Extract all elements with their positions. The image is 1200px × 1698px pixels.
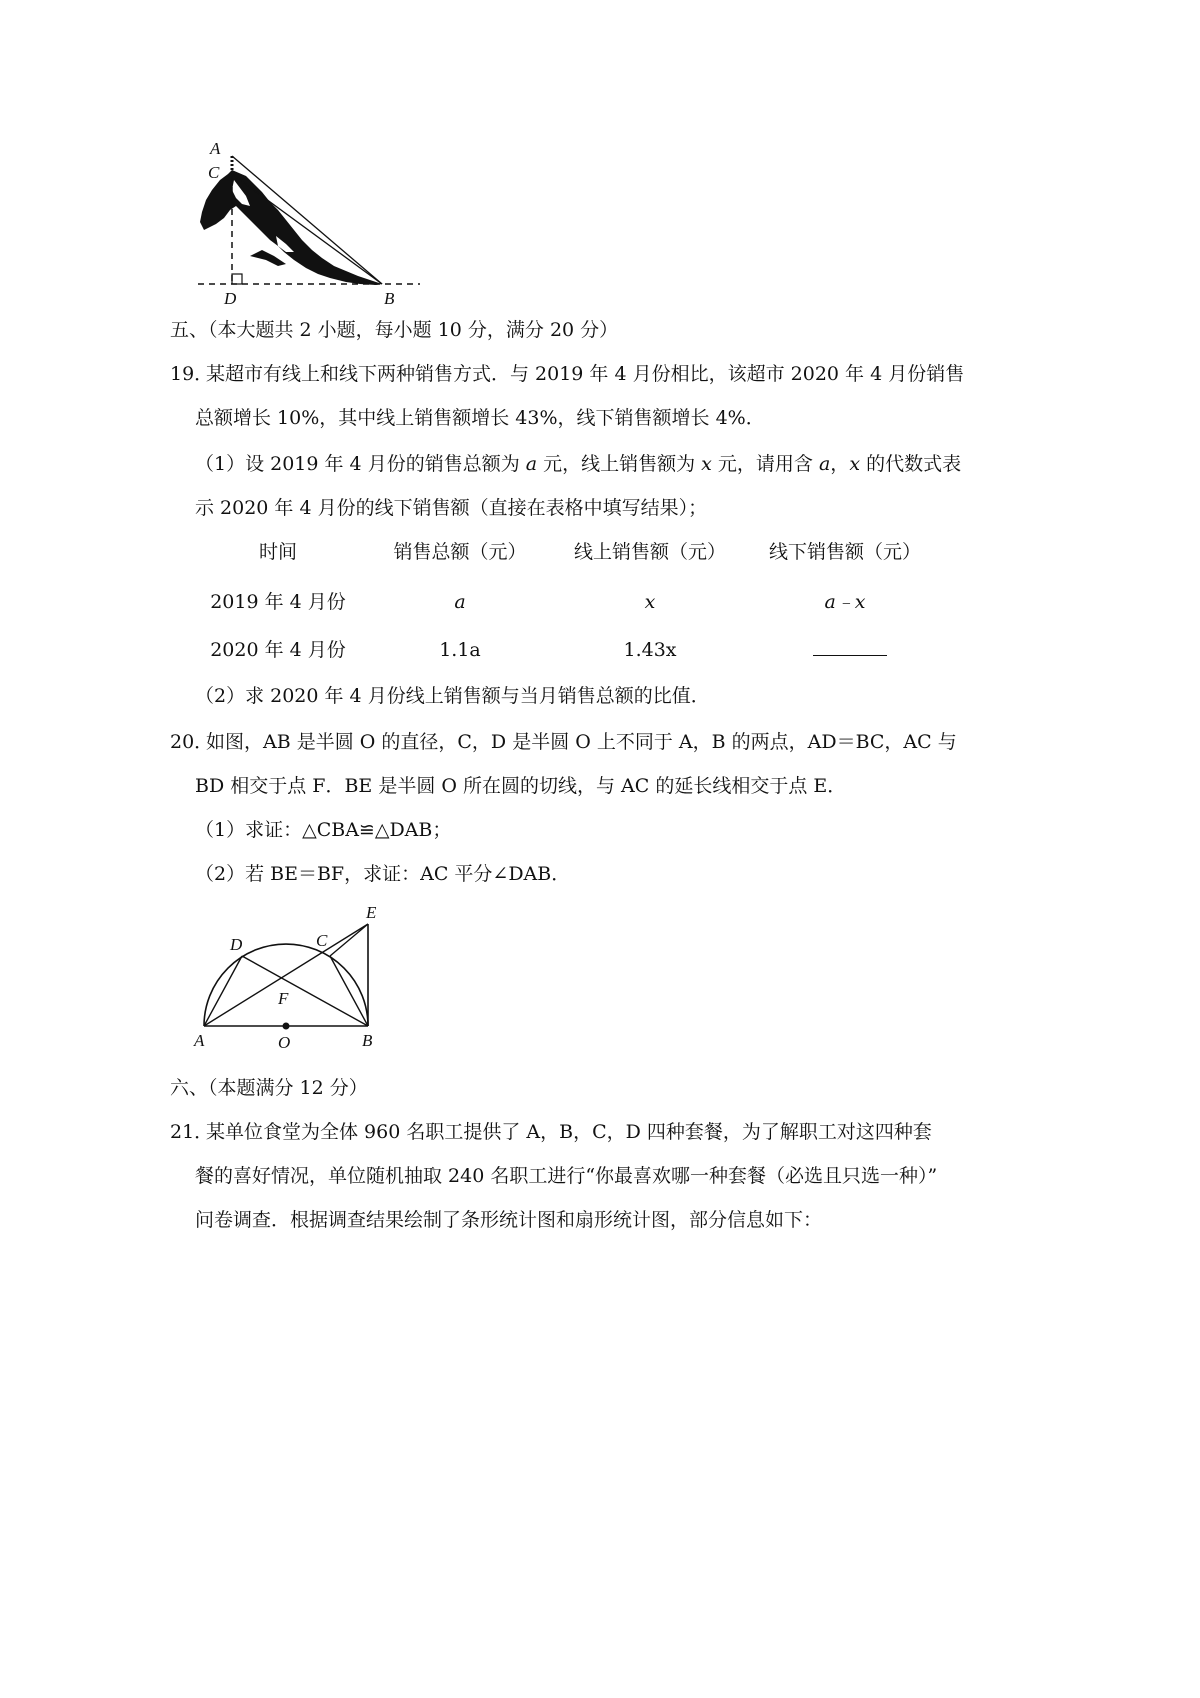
q19-part1-line2: 示 2020 年 4 月份的线下销售额（直接在表格中填写结果）； <box>195 497 708 519</box>
q21-line1: 某单位食堂为全体 960 名职工提供了 A，B，C，D 四种套餐，为了解职工对这四种套 <box>206 1121 932 1143</box>
q20-number: 20． <box>170 731 214 753</box>
table-row2-offline-blank[interactable] <box>800 638 900 662</box>
q19-var-a2: a <box>818 453 831 475</box>
mountain-figure <box>190 140 440 310</box>
label-D: D <box>224 289 237 308</box>
answer-blank[interactable] <box>813 641 887 656</box>
table-header-offline: 线下销售额（元） <box>768 541 921 563</box>
label-B: B <box>384 289 395 308</box>
q19-part2: （2）求 2020 年 4 月份线上销售额与当月销售总额的比值． <box>195 685 710 707</box>
segment-ad <box>204 956 242 1026</box>
q19-line2: 总额增长 10%，其中线上销售额增长 43%，线下销售额增长 4%． <box>195 407 765 429</box>
table-row2-time: 2020 年 4 月份 <box>210 639 346 661</box>
label-C2: C <box>316 931 328 950</box>
q19-part1-sep: ， <box>830 453 850 475</box>
label-C: C <box>208 163 220 182</box>
table-header-total: 销售总额（元） <box>393 541 527 563</box>
label-D2: D <box>230 935 243 954</box>
q19-var-x: x <box>701 453 712 475</box>
q20-part1: （1）求证：△CBA≌△DAB； <box>195 819 452 841</box>
q19-part1-text-b: 元，线上销售额为 <box>537 453 702 475</box>
q19-part1-line1 <box>195 452 961 476</box>
semicircle-figure <box>190 900 390 1060</box>
q19-part1-text-c: 元，请用含 <box>711 453 819 475</box>
q20-line2: BD 相交于点 F．BE 是半圆 O 所在圆的切线，与 AC 的延长线相交于点 E． <box>195 775 847 797</box>
q21-line3: 问卷调查．根据调查结果绘制了条形统计图和扇形统计图，部分信息如下： <box>195 1209 823 1231</box>
q21-number: 21． <box>170 1121 214 1143</box>
table-row2-total: 1.1a <box>439 639 481 661</box>
table-row2-online: 1.43x <box>623 639 677 661</box>
q19-line1: 某超市有线上和线下两种销售方式．与 2019 年 4 月份相比，该超市 2020 年 4 月份销售 <box>206 363 965 385</box>
q19-part1-text-d: 的代数式表 <box>860 453 962 475</box>
q19-var-a: a <box>525 453 538 475</box>
label-A2: A <box>194 1031 205 1050</box>
label-E: E <box>366 903 377 922</box>
q21-line2: 餐的喜好情况，单位随机抽取 240 名职工进行“你最喜欢哪一种套餐（必选且只选一种）” <box>195 1165 938 1187</box>
right-angle-mark <box>232 274 242 284</box>
label-B2: B <box>362 1031 373 1050</box>
mountain-silhouette <box>200 170 382 285</box>
label-O: O <box>278 1033 291 1052</box>
semicircle-arc <box>204 944 368 1026</box>
table-row1-time: 2019 年 4 月份 <box>210 591 346 613</box>
table-header-online: 线上销售额（元） <box>573 541 726 563</box>
table-row1-offline: a﹣x <box>824 591 866 613</box>
q19-var-x2: x <box>849 453 861 475</box>
segment-ce <box>330 924 368 956</box>
table-header-time: 时间 <box>258 541 297 563</box>
section-heading-5: 五、（本大题共 2 小题，每小题 10 分，满分 20 分） <box>170 319 619 341</box>
label-F: F <box>278 989 289 1008</box>
q20-line1: 如图，AB 是半圆 O 的直径，C，D 是半圆 O 上不同于 A，B 的两点，AD＝BC，AC 与 <box>206 731 957 753</box>
section-heading-6: 六、（本题满分 12 分） <box>170 1077 368 1099</box>
center-point-o <box>283 1023 290 1030</box>
q20-part2: （2）若 BE＝BF，求证：AC 平分∠DAB． <box>195 863 571 885</box>
label-A: A <box>210 139 221 158</box>
table-row1-online: x <box>644 591 656 613</box>
q19-part1-text-a: （1）设 2019 年 4 月份的销售总额为 <box>195 453 526 475</box>
q19-number: 19． <box>170 363 214 385</box>
table-row1-total: a <box>454 591 466 613</box>
segment-ae <box>204 924 368 1026</box>
